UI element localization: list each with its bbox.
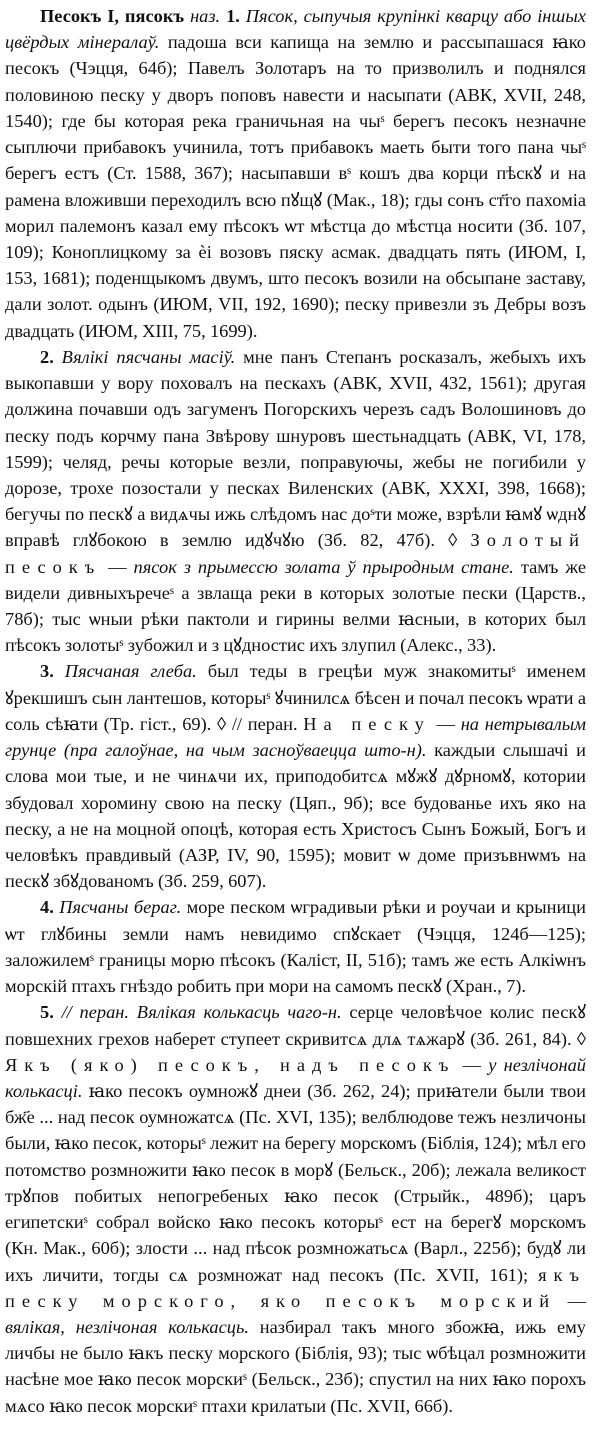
phrase-headword: На песку: [303, 713, 431, 734]
entry-headword: Песокъ І, пясокъ: [40, 6, 185, 26]
sense-definition: Вялікі пясчаны масіў.: [61, 346, 236, 367]
phrase-definition: на нетрывалым грунце (пра галоўнае, на чым засноўваецца што-н).: [5, 713, 586, 761]
sense-number: 4.: [40, 897, 54, 918]
sense-citations: море песком ѡградивыи рѣки и роучаи и крыници ѡт глꙋбины земли намъ невидимо спꙋскает (Чэцця, 124б—125); заложилемˢ границы морю пѣсокъ (Каліст, ІІ, 51б); тамъ же есть Алкіѡнъ морскій птахъ гнѣздо робить при мори на самомъ пескꙋ (Хран., 7).: [5, 897, 586, 997]
sense-number: 5.: [40, 1002, 54, 1023]
sense-number: 1.: [226, 6, 240, 26]
phrase-headword-2: якъ песку морского, яко песокъ морский: [5, 1264, 586, 1311]
phrase-citations: каждыи слышачі и слова мои тые, и не чинѧчи их, приподобитсѧ мꙋжꙋ дꙋрномꙋ, котории збудовал хоромину свою на песку (Цяп., 9б); все будованье ихъ яко на песку, а не на моцной опоцѣ, которая есть Христосъ Сынъ Божый, Богъ и человѣкъ правдивый (АЗР, IV, 90, 1595); мовит ѡ доме призъвнѡмъ на пескꙋ збꙋдованомъ (Зб. 259, 607).: [5, 740, 586, 892]
sense-citations: серце человѣчое колис пескꙋ повшехних грехов наберет ступеет скривитсѧ длѧ тѧжарꙋ (Зб. 261, 84). ◊: [5, 1002, 586, 1049]
phrase-definition: у незлічонай колькасці.: [5, 1054, 586, 1101]
sense-citations: мне панъ Степанъ росказалъ, жебыхъ ихъ выкопавши у вору поховалъ на пескахъ (АВК, XVII, 432, 1561); другая должина почавши одъ загуменъ Погорскихъ черезъ садъ Волошиновъ до песку подъ корчму пана Звѣрову шнуровъ шестьнадцать (АВК, VI, 178, 1599); челяд, речы которые везли, поправуючы, жебы не погибили у дорозе, трохе позостали у песках Виленских (АВК, XXXI, 398, 1668); бегучы по пескꙋ а видѧчы ижь слѣдомъ нас доˢти може, взрѣли ꙗмꙋ ѡднꙋ вправѣ глꙋбокою в землю идꙋчꙋю (Зб. 82, 47б). ◊: [5, 346, 586, 551]
phrase-headword: Якъ (яко) песокъ, надъ песокъ: [5, 1054, 456, 1075]
sense-number: 3.: [40, 661, 54, 682]
phrase-definition: пясок з прымессю золата ў прыродным стане.: [133, 556, 514, 577]
sense-definition: Пясчаная глеба.: [64, 661, 197, 682]
phrase-citations: тамъ же видели дивныхъречеˢ а звлаща реки в которых золотые пески (Царств., 78б); тыс ѡныи рѣки пактоли и гирины велми ꙗсныи, в которих был пѣсокъ золотыˢ зубожил и з цꙋдностис ихъ злупил (Алекс., 33).: [5, 556, 586, 656]
phrase-dash-2: —: [567, 1290, 586, 1311]
phrase-citations-2: назбирал такъ много збожꙗ, ижь ему личбы не было ꙗкъ песку морского (Біблія, 93); тыс ѡбѣцал розмножити насѣне мое ꙗко песок морскиˢ (Бельск., 23б); спустил на них ꙗко порохъ мѧсо ꙗко песок морскиˢ птахи крилатыи (Пс. XVII, 66б).: [5, 1316, 586, 1416]
phrase-definition-2: вялікая, незлічоная колькасць.: [5, 1316, 249, 1337]
phrase-citations: ꙗко песокъ оумножꙋ днеи (Зб. 262, 24); приꙗтели были твои бж҃е ... над песок оумножатсѧ (Пс. XVI, 135); велблюдове тежъ незличоны были, ꙗко песок, которыˢ лежит на берегу морскомъ (Біблія, 124); мѣл его потомство розмножити ꙗко песок в морꙋ (Бельск., 20б); лежала великост трꙋпов побитых непогребеных ꙗко песок (Стрыйк., 489б); царъ египетскиˢ собрал войско ꙗко песокъ которыˢ ест на берегꙋ морскомъ (Кн. Мак., 60б); злости ... над пѣсок розмножатьсѧ (Варл., 225б); будꙋ ли ихъ личити, тогды сѧ розмножат над песокъ (Пс. XVII, 161);: [5, 1080, 586, 1285]
sense-citations: был теды в грецѣи муж знакомитыˢ именем ꙋрекшишъ сын лантешов, которыˢ ꙋчинилсѧ бѣсен и почал песокъ ѡрати а соль сѣꙗти (Тр. гіст., 69). ◊ // перан.: [5, 661, 586, 734]
sense-definition: // перан. Вялікая колькасць чаго-н.: [61, 1002, 342, 1023]
sense-citations: падоша вси капища на землю и рассыпашася ꙗко песокъ (Чэцця, 64б); Павелъ Золотаръ на то призволилъ и поднялся половиною песку у дворъ поповъ навести и насыпати (АВК, XVII, 248, 1540); где бы которая река граничьная на чыˢ берегъ песокъ незначне сыплючи прибавокъ учинила, тотъ прибавокъ маеть быти того пана чыˢ берегъ естъ (Ст. 1588, 367); насыпавши вˢ кошъ два корци пѣскꙋ и на рамена вложивши переходилъ всю пꙋщꙋ (Мак., 18); гды сонъ ст҃го пахоміа морил палемонъ казал ему пѣсокъ ѡт мѣстца до мѣстца носити (Зб. 107, 109); Коноплицкому за ѐі возовъ пяску асмак. двадцать пять (ИЮМ, І, 153, 1681); поденщыкомъ двумъ, што песокъ возили на обсыпане заставу, дали золот. одынъ (ИЮМ, VII, 192, 1690); песку привезли зъ Дебры возъ двадцать (ИЮМ, XIII, 75, 1699).: [5, 32, 586, 341]
sense-number: 2.: [40, 346, 54, 367]
sense-5: [5, 999, 586, 1419]
sense-3: [5, 658, 586, 894]
phrase-dash: —: [436, 713, 455, 734]
sense-4: [5, 894, 586, 999]
phrase-dash: —: [108, 556, 127, 577]
phrase-headword: Золотый песокъ: [5, 530, 586, 577]
phrase-dash: —: [462, 1054, 481, 1075]
dictionary-entry: [5, 3, 586, 344]
sense-2: [5, 344, 586, 659]
sense-definition: Пясчаны бераг.: [59, 897, 182, 918]
sense-definition: Пясок, сыпучыя крупінкі кварцу або іншых цвёрдых мінералаў.: [5, 6, 586, 53]
part-of-speech: наз.: [190, 6, 221, 26]
